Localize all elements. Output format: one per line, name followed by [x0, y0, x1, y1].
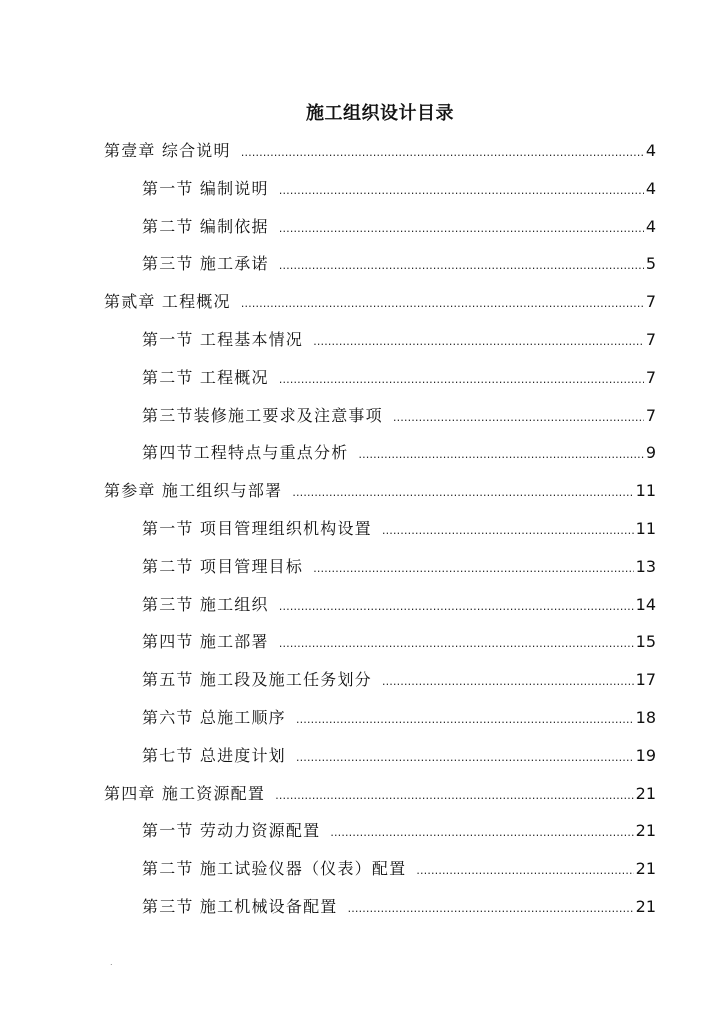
toc-entry-label: 第一节 编制说明: [142, 178, 269, 198]
toc-dot-leader: [313, 325, 644, 359]
toc-page-number: 7: [645, 292, 656, 312]
toc-page-number: 4: [645, 216, 656, 236]
toc-entry-label: 第二节 编制依据: [142, 216, 269, 236]
table-of-contents: [104, 134, 656, 928]
toc-entry-label: 第二节 项目管理目标: [142, 556, 304, 576]
toc-entry-label: 第三节 施工组织: [142, 594, 269, 614]
toc-dot-leader: [393, 401, 644, 435]
toc-section-entry[interactable]: [104, 512, 656, 550]
toc-page-number: 19: [635, 745, 656, 765]
toc-dot-leader: [382, 514, 634, 548]
toc-page-number: 17: [635, 670, 656, 690]
toc-section-entry[interactable]: [104, 852, 656, 890]
toc-dot-leader: [241, 136, 644, 170]
document-title: 施工组织设计目录: [306, 103, 454, 124]
toc-dot-leader: [296, 703, 634, 737]
toc-entry-label: 第贰章 工程概况: [104, 292, 231, 312]
toc-page-number: 7: [645, 329, 656, 349]
toc-chapter-entry[interactable]: [104, 285, 656, 323]
toc-section-entry[interactable]: [104, 663, 656, 701]
toc-dot-leader: [296, 741, 634, 775]
toc-page-number: 15: [635, 632, 656, 652]
toc-dot-leader: [279, 249, 644, 283]
toc-entry-label: 第四节工程特点与重点分析: [142, 443, 349, 463]
toc-section-entry[interactable]: [104, 172, 656, 210]
toc-dot-leader: [279, 590, 634, 624]
toc-dot-leader: [416, 854, 633, 888]
toc-page-number: 21: [635, 859, 656, 879]
toc-section-entry[interactable]: [104, 588, 656, 626]
toc-section-entry[interactable]: [104, 323, 656, 361]
toc-page-number: 5: [645, 254, 656, 274]
toc-entry-label: 第六节 总施工顺序: [142, 707, 286, 727]
toc-chapter-entry[interactable]: [104, 777, 656, 815]
toc-page-number: 7: [645, 367, 656, 387]
toc-page-number: 14: [635, 594, 656, 614]
toc-section-entry[interactable]: [104, 399, 656, 437]
toc-page-number: 4: [645, 178, 656, 198]
toc-section-entry[interactable]: [104, 739, 656, 777]
toc-page-number: 9: [645, 443, 656, 463]
toc-section-entry[interactable]: [104, 625, 656, 663]
toc-page-number: 11: [635, 518, 656, 538]
toc-dot-leader: [241, 287, 644, 321]
toc-chapter-entry[interactable]: [104, 474, 656, 512]
toc-page-number: 21: [635, 821, 656, 841]
toc-section-entry[interactable]: [104, 550, 656, 588]
toc-section-entry[interactable]: [104, 814, 656, 852]
toc-section-entry[interactable]: [104, 890, 656, 928]
toc-entry-label: 第七节 总进度计划: [142, 745, 286, 765]
toc-entry-label: 第一节 项目管理组织机构设置: [142, 518, 372, 538]
toc-dot-leader: [382, 665, 634, 699]
toc-entry-label: 第一节 工程基本情况: [142, 329, 304, 349]
toc-page-number: 7: [645, 405, 656, 425]
toc-entry-label: 第壹章 综合说明: [104, 141, 231, 160]
toc-entry-label: 第三节装修施工要求及注意事项: [142, 405, 383, 425]
toc-entry-label: 第参章 施工组织与部署: [104, 481, 283, 501]
toc-entry-label: 第四节 施工部署: [142, 632, 269, 652]
toc-dot-leader: [348, 892, 634, 926]
toc-entry-label: 第二节 工程概况: [142, 367, 269, 387]
toc-entry-label: 第三节 施工承诺: [142, 254, 269, 274]
toc-page-number: 18: [635, 707, 656, 727]
toc-section-entry[interactable]: [104, 361, 656, 399]
toc-section-entry[interactable]: [104, 247, 656, 285]
toc-entry-label: 第一节 劳动力资源配置: [142, 821, 321, 841]
toc-entry-label: 第二节 施工试验仪器（仪表）配置: [142, 859, 407, 879]
toc-page-number: 4: [645, 141, 656, 160]
toc-dot-leader: [330, 816, 633, 850]
toc-section-entry[interactable]: [104, 210, 656, 248]
toc-dot-leader: [279, 363, 644, 397]
toc-dot-leader: [275, 779, 634, 813]
toc-dot-leader: [358, 438, 643, 472]
toc-dot-leader: [292, 476, 633, 510]
toc-section-entry[interactable]: [104, 436, 656, 474]
toc-entry-label: 第五节 施工段及施工任务划分: [142, 670, 372, 690]
toc-entry-label: 第四章 施工资源配置: [104, 783, 266, 803]
footer-mark: .: [110, 958, 113, 967]
toc-page-number: 11: [635, 481, 656, 501]
toc-page-number: 21: [635, 896, 656, 916]
toc-chapter-entry[interactable]: [104, 134, 656, 172]
toc-dot-leader: [279, 627, 634, 661]
toc-page-number: 21: [635, 783, 656, 803]
toc-dot-leader: [279, 174, 644, 208]
toc-dot-leader: [313, 552, 634, 586]
toc-entry-label: 第三节 施工机械设备配置: [142, 896, 338, 916]
toc-page-number: 13: [635, 556, 656, 576]
toc-dot-leader: [279, 212, 644, 246]
toc-section-entry[interactable]: [104, 701, 656, 739]
